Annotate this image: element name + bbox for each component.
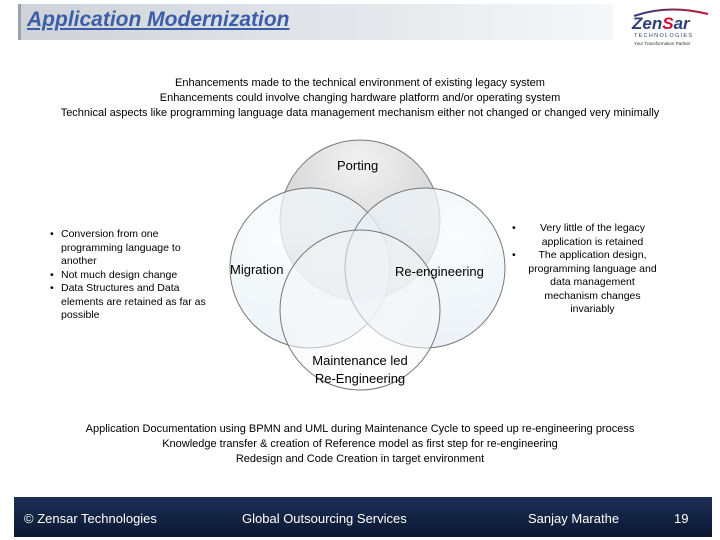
footer-center-text: Global Outsourcing Services	[242, 511, 407, 526]
bullet-text: Very little of the legacy application is retained	[539, 222, 646, 248]
footer-copyright: © Zensar Technologies	[24, 511, 157, 526]
bullet-icon: •	[50, 268, 54, 281]
bullet-text: The application design, programming language and data management mechanism changes invariably	[528, 249, 657, 315]
bullet-icon: •	[50, 228, 54, 240]
reengineering-label: Re-engineering	[395, 264, 484, 279]
bullet-icon: •	[512, 249, 516, 261]
bullet-icon: •	[512, 222, 516, 234]
porting-label: Porting	[337, 158, 379, 173]
slide-title: Application Modernization	[27, 8, 290, 31]
intro-line: Technical aspects like programming language data management mechanism either not changed or changed very minimally	[60, 107, 660, 119]
bullet-item	[50, 228, 210, 269]
maintenance-label	[290, 352, 430, 388]
bullet-text: Data Structures and Data elements are retained as far as possible	[61, 282, 206, 321]
bullet-icon: •	[50, 282, 54, 294]
svg-text:TECHNOLOGIES: TECHNOLOGIES	[634, 33, 694, 39]
bullet-item	[512, 222, 662, 249]
bullet-text: Not much design change	[61, 268, 178, 281]
outro-text	[0, 422, 720, 467]
footer-author: Sanjay Marathe	[528, 511, 620, 526]
intro-line: Enhancements could involve changing hardware platform and/or operating system	[159, 92, 561, 104]
outro-line: Application Documentation using BPMN and UML during Maintenance Cycle to speed up re-engineering process	[85, 423, 635, 435]
bullet-item	[50, 269, 210, 283]
footer-bar	[14, 497, 712, 537]
svg-text:ZenSar: ZenSar	[632, 14, 690, 33]
outro-line: Redesign and Code Creation in target environment	[235, 453, 485, 465]
reengineering-bullet-list	[512, 222, 662, 317]
migration-label: Migration	[230, 262, 284, 277]
page-number: 19	[674, 511, 689, 526]
porting-bullet-list	[50, 228, 210, 323]
maintenance-label-line: Maintenance led	[312, 353, 408, 368]
bullet-item	[50, 282, 210, 323]
outro-line: Knowledge transfer & creation of Reference model as first step for re-engineering	[162, 438, 558, 450]
bullet-item	[512, 249, 662, 317]
intro-line: Enhancements made to the technical environment of existing legacy system	[175, 77, 545, 89]
bullet-text: Conversion from one programming language to another	[61, 228, 181, 267]
maintenance-label-line: Re-Engineering	[314, 371, 406, 386]
svg-text:Your Transformation Partner: Your Transformation Partner	[634, 41, 691, 46]
